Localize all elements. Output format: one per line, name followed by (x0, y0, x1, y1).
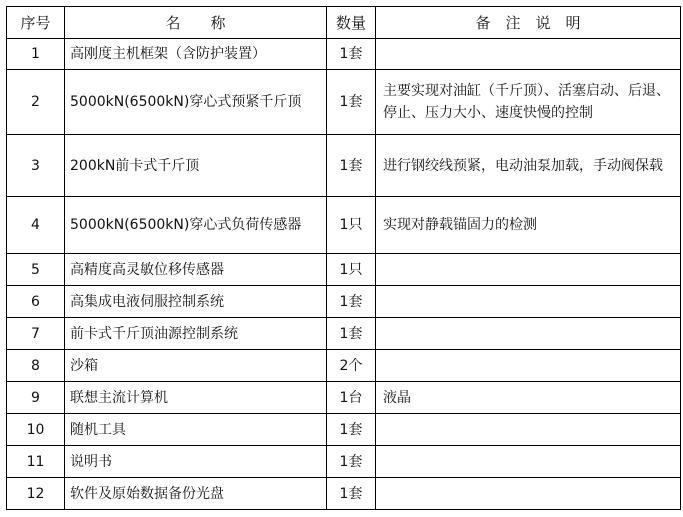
row-no: 9 (7, 382, 65, 414)
row-note (376, 254, 681, 286)
table-header-row (7, 7, 681, 39)
row-no: 1 (7, 39, 65, 70)
row-qty: 1套 (327, 135, 376, 197)
row-note: 进行钢绞线预紧，电动油泵加载，手动阀保载 (376, 135, 681, 197)
table-row (7, 70, 681, 135)
row-name: 高集成电液伺服控制系统 (65, 286, 327, 318)
header-no: 序号 (7, 7, 65, 39)
row-qty: 1套 (327, 70, 376, 135)
table-row (7, 197, 681, 254)
row-no: 10 (7, 414, 65, 446)
table-row (7, 350, 681, 382)
row-qty: 1套 (327, 286, 376, 318)
header-qty: 数量 (327, 7, 376, 39)
row-no: 11 (7, 446, 65, 478)
row-no: 7 (7, 318, 65, 350)
row-qty: 1套 (327, 318, 376, 350)
row-note (376, 414, 681, 446)
row-name: 5000kN(6500kN)穿心式负荷传感器 (65, 197, 327, 254)
table-row (7, 478, 681, 510)
row-note: 实现对静载锚固力的检测 (376, 197, 681, 254)
row-qty: 1只 (327, 197, 376, 254)
row-no: 2 (7, 70, 65, 135)
row-qty: 1套 (327, 446, 376, 478)
row-note (376, 318, 681, 350)
row-name: 高刚度主机框架（含防护装置） (65, 39, 327, 70)
row-no: 4 (7, 197, 65, 254)
table-row (7, 446, 681, 478)
row-name: 软件及原始数据备份光盘 (65, 478, 327, 510)
row-name: 前卡式千斤顶油源控制系统 (65, 318, 327, 350)
row-note: 主要实现对油缸（千斤顶）、活塞启动、后退、停止、压力大小、速度快慢的控制 (376, 70, 681, 135)
row-qty: 1套 (327, 478, 376, 510)
row-name: 随机工具 (65, 414, 327, 446)
row-name: 沙箱 (65, 350, 327, 382)
row-qty: 1套 (327, 39, 376, 70)
row-note (376, 286, 681, 318)
row-name: 说明书 (65, 446, 327, 478)
row-note (376, 350, 681, 382)
row-name: 联想主流计算机 (65, 382, 327, 414)
table-row (7, 382, 681, 414)
row-note (376, 478, 681, 510)
row-note (376, 446, 681, 478)
equipment-list-table (6, 6, 681, 510)
row-note (376, 39, 681, 70)
table-row (7, 39, 681, 70)
table-row (7, 414, 681, 446)
header-name: 名 称 (65, 7, 327, 39)
table-row (7, 135, 681, 197)
row-no: 3 (7, 135, 65, 197)
row-name: 200kN前卡式千斤顶 (65, 135, 327, 197)
table-row (7, 318, 681, 350)
row-no: 12 (7, 478, 65, 510)
table-row (7, 286, 681, 318)
row-name: 高精度高灵敏位移传感器 (65, 254, 327, 286)
row-qty: 1只 (327, 254, 376, 286)
row-name: 5000kN(6500kN)穿心式预紧千斤顶 (65, 70, 327, 135)
row-note: 液晶 (376, 382, 681, 414)
row-qty: 2个 (327, 350, 376, 382)
row-qty: 1台 (327, 382, 376, 414)
table-row (7, 254, 681, 286)
header-note: 备 注 说 明 (376, 7, 681, 39)
row-no: 5 (7, 254, 65, 286)
row-no: 6 (7, 286, 65, 318)
row-no: 8 (7, 350, 65, 382)
row-qty: 1套 (327, 414, 376, 446)
